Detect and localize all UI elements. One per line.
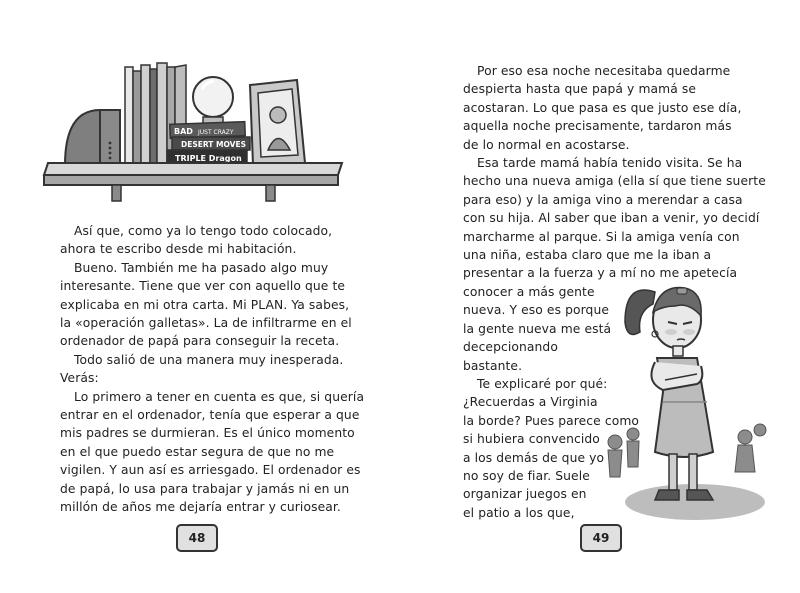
text-line: marcharme al parque. Si la amiga venía con	[463, 229, 740, 244]
text-line: Lo primero a tener en cuenta es que, si quería	[74, 389, 365, 404]
text-line: nueva. Y eso es porque	[463, 303, 610, 318]
text-line: acostaran. Lo que pasa es que justo ese día,	[463, 100, 742, 115]
text-line: entrar en el ordenador, tenía que esperar a que	[60, 408, 360, 423]
text-line: Por eso esa noche necesitaba quedarme	[477, 64, 731, 78]
text-line: mis padres se durmieran. Es el único momento	[60, 426, 355, 441]
text-line: la borde? Pues parece como	[463, 413, 640, 428]
shelf-illustration	[40, 55, 370, 215]
text-line: si hubiera convencido	[463, 432, 600, 447]
text-line: el patio a los que,	[463, 505, 575, 520]
text-line: a los demás de que yo	[463, 450, 605, 465]
text-line: Así que, como ya lo tengo todo colocado,	[74, 224, 333, 238]
text-line: Te explicaré por qué:	[477, 376, 608, 391]
book-title-bad: BAD	[174, 127, 193, 136]
text-line: Esa tarde mamá había tenido visita. Se ha	[477, 156, 743, 171]
text-line: con su hija. Al saber que iban a venir, yo decidí	[463, 211, 760, 226]
text-line: interesante. Tiene que ver con aquello que te	[60, 279, 346, 294]
text-line: la gente nueva me está	[463, 321, 612, 336]
right-page-text	[463, 62, 766, 522]
text-line: Bueno. También me ha pasado algo muy	[74, 260, 329, 275]
text-line: conocer a más gente	[463, 284, 595, 299]
text-line: la «operación galletas». La de infiltrarme en el	[60, 316, 352, 331]
text-line: para eso) y la amiga vino a merendar a casa	[463, 192, 743, 207]
text-line: de lo normal en acostarse.	[463, 137, 630, 152]
text-line: en el que puedo estar segura de que no me	[60, 444, 335, 459]
text-line: millón de años me dejaría entrar y curiosear.	[60, 500, 341, 515]
book-title-triple-dragon: TRIPLE Dragon	[175, 154, 242, 163]
text-line: una niña, estaba claro que me la iban a	[463, 248, 712, 263]
page-number-48: 48	[176, 524, 218, 552]
text-line: aquella noche precisamente, tardaron más	[463, 119, 732, 134]
left-page-text	[60, 222, 365, 517]
text-line: ¿Recuerdas a Virginia	[463, 395, 598, 410]
text-line: presentar a la fuerza y a mí no me apetecía	[463, 266, 738, 281]
book-title-just-crazy: JUST CRAZY	[198, 129, 234, 136]
text-line: explicaba en mi otra carta. Mi PLAN. Ya sabes,	[60, 297, 350, 312]
text-line: ahora te escribo desde mi habitación.	[60, 242, 297, 257]
text-line: despierta hasta que papá y mamá se	[463, 82, 697, 97]
text-line: organizar juegos en	[463, 487, 587, 502]
text-line: Verás:	[60, 371, 99, 386]
text-line: decepcionando	[463, 340, 558, 355]
text-line: vigilen. Y aun así es arriesgado. El ordenador es	[60, 463, 361, 478]
text-line: no soy de fiar. Suele	[463, 468, 590, 483]
page-number-49: 49	[580, 524, 622, 552]
right-page	[400, 0, 800, 593]
text-line: Todo salió de una manera muy inesperada.	[74, 352, 344, 367]
text-line: hecho una nueva amiga (ella sí que tiene suerte	[463, 174, 766, 189]
book-title-desert-moves: DESERT MOVES	[181, 140, 247, 149]
text-line: de papá, lo usa para trabajar y jamás ni en un	[60, 481, 350, 496]
text-line: bastante.	[463, 358, 523, 373]
text-line: ordenador de papá para conseguir la receta.	[60, 334, 340, 349]
